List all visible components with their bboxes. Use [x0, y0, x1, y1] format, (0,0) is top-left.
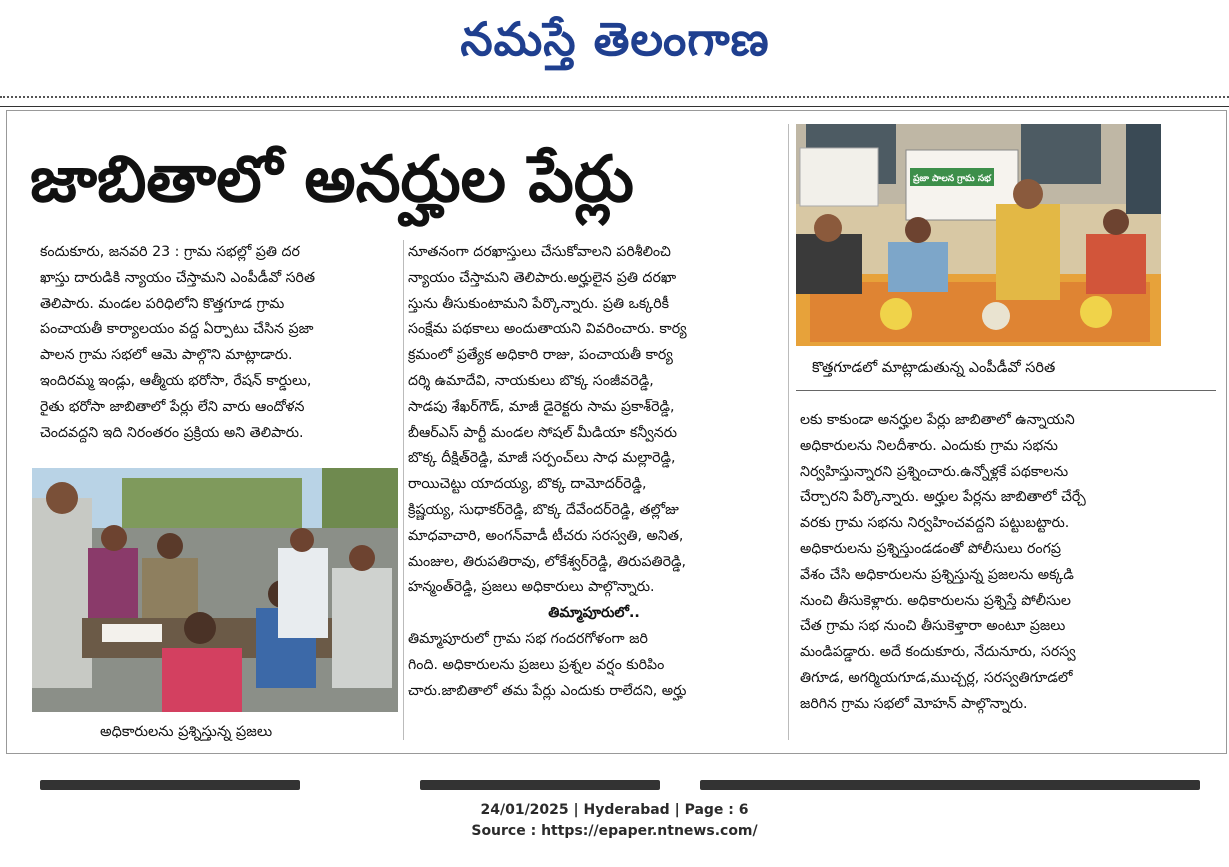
photo-crowd-questioning: [32, 468, 398, 712]
masthead-divider: [0, 96, 1229, 98]
article-column-3: [800, 408, 1170, 718]
text-line: ఖాస్తు దారుడికి న్యాయం చేస్తామని ఎంపీడీవో సరిత: [40, 269, 316, 286]
text-line: తిమ్మాపూరులో గ్రామ సభ గందరగోళంగా జరి: [408, 630, 648, 647]
text-line: మండిపడ్డారు. అదే కందుకూరు, నేదునూరు, సరస్వ: [800, 644, 1076, 661]
footer-date-line: 24/01/2025 | Hyderabad | Page : 6: [480, 802, 749, 818]
text-line: బొక్క దీక్షిత్‌రెడ్డి, మాజీ సర్పంచ్‌లు సాధ మల్లారెడ్డి,: [408, 450, 676, 467]
text-line: జరిగిన గ్రామ సభలో మోహన్ పాల్గొన్నారు.: [800, 695, 1028, 712]
text-line: సాడపు శేఖర్‌గౌడ్, మాజీ డైరెక్టరు సామ ప్రకాశ్‌రెడ్డి,: [408, 398, 675, 415]
newspaper-logo: నమస్తే తెలంగాణ: [460, 12, 770, 66]
text-line: న్యాయం చేస్తామని తెలిపారు.అర్హులైన ప్రతి దరఖా: [408, 269, 677, 286]
text-line: గింది. అధికారులను ప్రజలు ప్రశ్నల వర్షం కురిపిం: [408, 656, 665, 673]
photo-illustration: [796, 124, 1161, 346]
text-line: రైతు భరోసా జాబితాలో పేర్లు లేని వారు ఆందోళన: [40, 398, 305, 415]
text-line: చారు.జాబితాలో తమ పేర్లు ఎందుకు రాలేదని, అర్హు: [408, 682, 687, 699]
text-line: రాయిచెట్టు యాదయ్య, బొక్క దామోదర్‌రెడ్డి,: [408, 476, 647, 493]
text-line: క్రిష్ణయ్య, సుధాకర్‌రెడ్డి, బొక్క దేవేందర్‌రెడ్డి, తల్లోజు: [408, 501, 679, 518]
text-line: అధికారులను ప్రశ్నిస్తుండడంతో పోలీసులు రంగప్ర: [800, 540, 1061, 557]
text-line: వేశం చేసి అధికారులను ప్రశ్నిస్తున్న ప్రజలను అక్కడి: [800, 566, 1074, 583]
text-line: పాలన గ్రామ సభలో ఆమె పాల్గొని మాట్లాడారు.: [40, 347, 293, 364]
subheading: తిమ్మాపూరులో..: [548, 605, 640, 622]
photo2-caption: అధికారులను ప్రశ్నిస్తున్న ప్రజలు: [100, 724, 273, 740]
text-line: నుంచి తీసుకెళ్లారు. అధికారులను ప్రశ్నిస్తే పోలీసుల: [800, 592, 1071, 609]
footer-source-line: Source : https://epaper.ntnews.com/: [471, 823, 758, 839]
text-line: తెలిపారు. మండల పరిధిలోని కొత్తగూడ గ్రామ: [40, 295, 285, 312]
photo1-caption: కొత్తగూడలో మాట్లాడుతున్న ఎంపీడీవో సరిత: [812, 360, 1056, 376]
text-line: బీఆర్ఎస్ పార్టీ మండల సోషల్ మీడియా కన్వీనరు: [408, 424, 678, 441]
text-line: లకు కాకుండా అనర్హుల పేర్లు జాబితాలో ఉన్నాయని: [800, 412, 1075, 428]
text-line: చెందవద్దని ఇది నిరంతరం ప్రక్రియ అని తెలిపారు.: [40, 424, 304, 441]
text-line: అధికారులను నిలదీశారు. ఎందుకు గ్రామ సభను: [800, 437, 1058, 454]
article-column-1: [40, 240, 398, 446]
cropped-headline: [40, 780, 300, 790]
masthead: [0, 0, 1229, 78]
text-line: చేర్చారని పేర్కొన్నారు. అర్హుల పేర్లను జాబితాలో చేర్చే: [800, 489, 1086, 506]
text-line: చేత గ్రామ సభ నుంచి తీసుకెళ్తారా అంటూ ప్రజలు: [800, 618, 1066, 635]
text-line: వరకు గ్రామ సభను నిర్వహించవద్దని పట్టుబట్టారు.: [800, 515, 1070, 532]
masthead-rule: [0, 106, 1229, 107]
cropped-headline: [700, 780, 1200, 790]
text-line: హన్మంత్‌రెడ్డి, ప్రజలు అధికారులు పాల్గొన్నారు.: [408, 579, 655, 596]
text-line: పంచాయతీ కార్యాలయం వద్ద ఏర్పాటు చేసిన ప్రజా: [40, 321, 314, 338]
text-line: మాధవాచారి, అంగన్‌వాడీ టీచరు సరస్వతి, అనిత,: [408, 527, 684, 544]
page-footer: [0, 800, 1229, 842]
article-headline: జాబితాలో అనర్హుల పేర్లు: [30, 143, 634, 217]
text-line: నిర్వహిస్తున్నారని ప్రశ్నించారు.ఉన్నోళ్లకే పథకాలను: [800, 463, 1069, 480]
text-line: ఇందిరమ్మ ఇండ్లు, ఆత్మీయ భరోసా, రేషన్ కార్డులు,: [40, 372, 312, 389]
text-line: సంక్షేమ పథకాలు అందుతాయని వివరించారు. కార్య: [408, 321, 687, 338]
photo-illustration: [32, 468, 398, 712]
cropped-headline: [420, 780, 660, 790]
caption-divider: [796, 390, 1216, 391]
text-line: నూతనంగా దరఖాస్తులు చేసుకోవాలని పరిశీలించి: [408, 244, 671, 260]
text-line: తిగూడ, అగర్మియగూడ,ముచ్చర్ల, సరస్వతిగూడలో: [800, 669, 1073, 686]
text-line: కందుకూరు, జనవరి 23 : గ్రామ సభల్లో ప్రతి దర: [40, 244, 300, 260]
text-line: దర్శి ఉమాదేవి, నాయకులు బొక్క సంజీవరెడ్డి,: [408, 372, 654, 389]
column-divider: [403, 240, 404, 740]
photo-officer-speaking: [796, 124, 1161, 346]
next-article-strip: [0, 770, 1229, 792]
article-column-2: [408, 240, 780, 704]
text-line: స్తును తీసుకుంటామని పేర్కొన్నారు. ప్రతి ఒక్కరికీ: [408, 295, 670, 312]
column-divider: [788, 124, 789, 740]
text-line: మంజుల, తిరుపతిరావు, లోకేశ్వర్‌రెడ్డి, తిరుపతిరెడ్డి,: [408, 553, 687, 570]
text-line: క్రమంలో ప్రత్యేక అధికారి రాజు, పంచాయతీ కార్య: [408, 347, 673, 364]
banner-text: ప్రజా పాలన గ్రామ సభ: [913, 174, 991, 184]
